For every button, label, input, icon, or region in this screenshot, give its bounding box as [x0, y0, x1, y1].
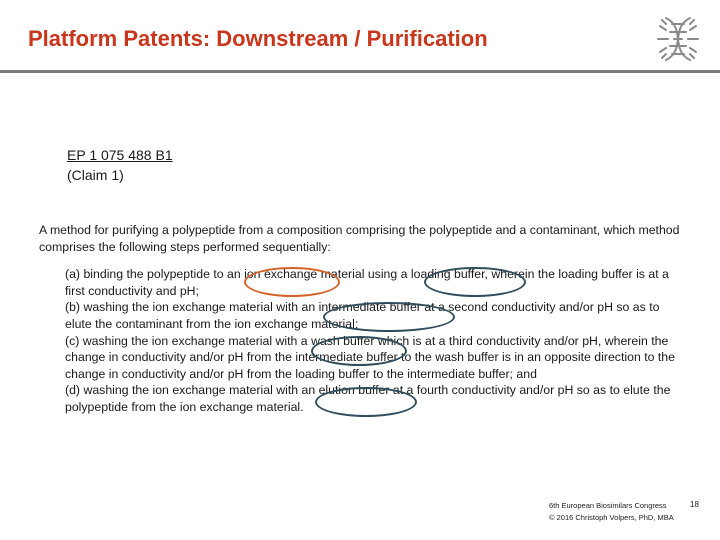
claim-step-b: (b) washing the ion exchange material with an intermediate buffer at a second conductivity and/or pH so as to elute the contaminant from the ion exchange material;	[65, 300, 660, 331]
claim-intro: A method for purifying a polypeptide from a composition comprising the polypeptide and a contaminant, which method comprises the following steps performed sequentially:	[39, 223, 680, 254]
claim-number: (Claim 1)	[67, 167, 124, 183]
claim-step-a: (a) binding the polypeptide to an ion exchange material using a loading buffer, wherein the loading buffer is at a first conductivity and pH;	[65, 267, 669, 298]
footer-conference: 6th European Biosimilars Congress	[549, 501, 667, 510]
footer	[549, 500, 674, 524]
dna-logo-icon	[650, 12, 706, 66]
page-number: 18	[690, 500, 699, 509]
claim-steps	[65, 266, 689, 415]
page-title: Platform Patents: Downstream / Purification	[28, 26, 488, 51]
patent-number[interactable]: EP 1 075 488 B1	[67, 147, 173, 163]
patent-reference	[67, 145, 173, 185]
claim-step-c: (c) washing the ion exchange material with a wash buffer which is at a third conductivity and/or pH, wherein the change in conductivity and/or pH from the intermediate buffer to the wash buffer is in an opposite direction to the change in conductivity and/or pH from the loading buffer to the intermediate buffer; and	[65, 333, 675, 381]
claim-text	[39, 222, 689, 416]
footer-copyright: © 2016 Christoph Volpers, PhD, MBA	[549, 513, 674, 522]
header-divider	[0, 70, 720, 73]
claim-step-d: (d) washing the ion exchange material with an elution buffer at a fourth conductivity and/or pH so as to elute the polypeptide from the ion exchange material.	[65, 383, 671, 414]
